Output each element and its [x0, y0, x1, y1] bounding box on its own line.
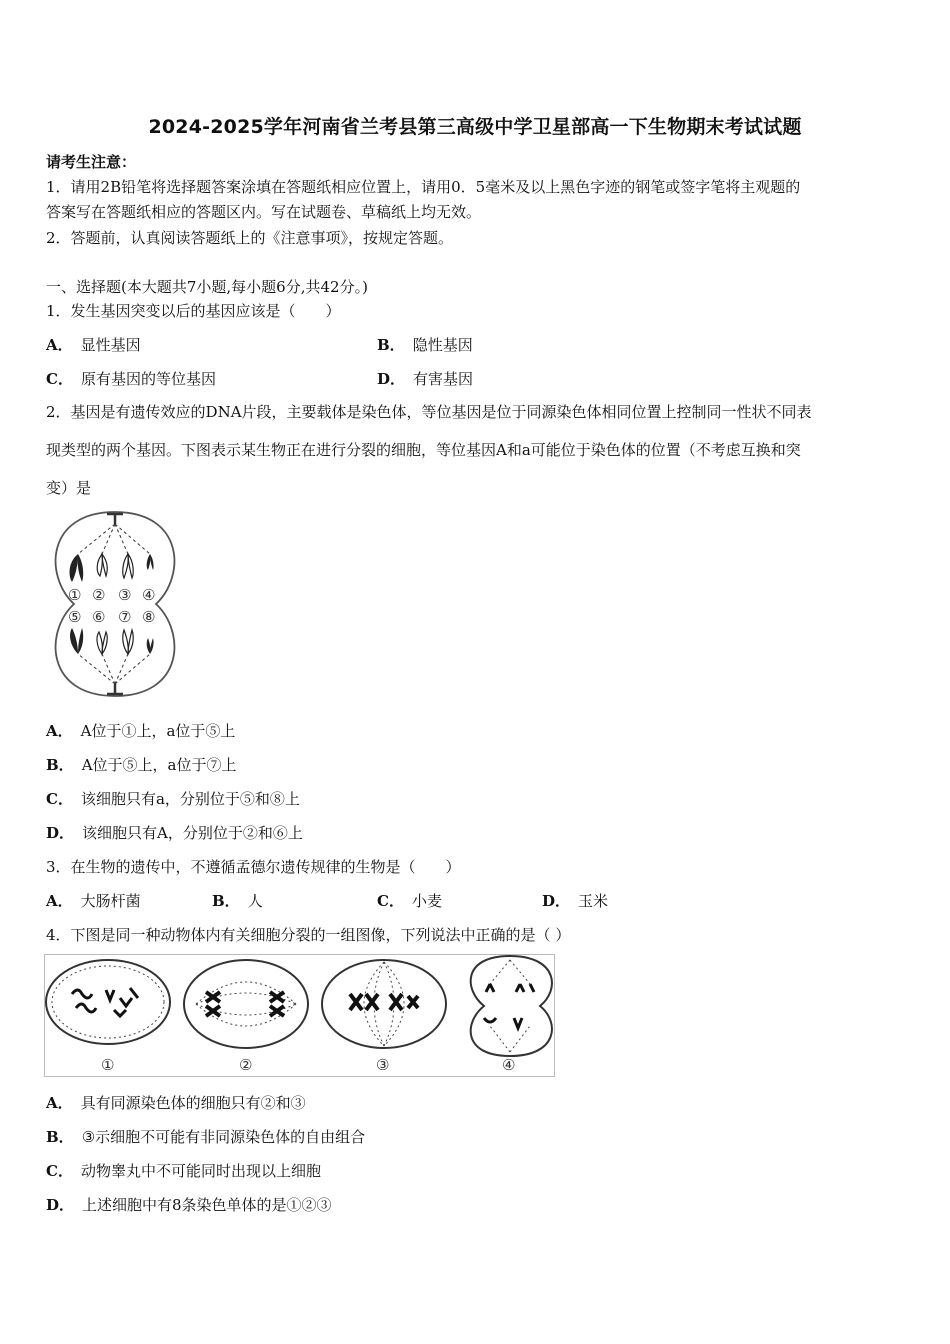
q2-stem-line3: 变）是 [46, 479, 92, 497]
fig-label-2: ② [92, 586, 106, 604]
fig-label-1: ① [68, 586, 82, 604]
q4-option-b: B． ③示细胞不可能有非同源染色体的自由组合 [46, 1128, 366, 1146]
notice-heading: 请考生注意： [46, 153, 137, 171]
q4-fig-label-3: ③ [376, 1056, 390, 1074]
q4-option-c: C． 动物睾丸中不可能同时出现以上细胞 [46, 1162, 321, 1180]
cell-2 [184, 960, 308, 1048]
q1-option-d: D． 有害基因 [377, 370, 474, 388]
q2-option-c: C． 该细胞只有a，分别位于⑤和⑧上 [46, 790, 300, 808]
q4-fig-label-2: ② [239, 1056, 253, 1074]
q4-fig-label-1: ① [101, 1056, 115, 1074]
q2-option-b: B． A位于⑤上，a位于⑦上 [46, 756, 237, 774]
notice-item1-line2: 答案写在答题纸相应的答题区内。写在试题卷、草稿纸上均无效。 [46, 203, 482, 221]
q2-stem-line1: 2．基因是有遗传效应的DNA片段，主要载体是染色体，等位基因是位于同源染色体相同位置上控制同一性状不同表 [46, 403, 812, 421]
q3-option-a: A． 大肠杆菌 [46, 892, 141, 910]
q4-option-d: D． 上述细胞中有8条染色单体的是①②③ [46, 1196, 332, 1214]
notice-item1-line1: 1．请用2B铅笔将选择题答案涂填在答题纸相应位置上，请用0．5毫米及以上黑色字迹的钢笔或签字笔将主观题的 [46, 178, 801, 196]
page-title: 2024-2025学年河南省兰考县第三高级中学卫星部高一下生物期末考试试题 [148, 116, 802, 138]
q1-option-a: A． 显性基因 [46, 336, 141, 354]
fig-label-3: ③ [118, 586, 132, 604]
q4-option-a: A． 具有同源染色体的细胞只有②和③ [46, 1094, 306, 1112]
cell-division-series-figure [44, 954, 556, 1078]
q2-option-a: A． A位于①上，a位于⑤上 [46, 722, 236, 740]
q3-stem: 3．在生物的遗传中，不遵循孟德尔遗传规律的生物是（ ） [46, 858, 461, 876]
q1-option-c: C． 原有基因的等位基因 [46, 370, 216, 388]
q4-fig-label-4: ④ [502, 1056, 516, 1074]
fig-label-8: ⑧ [142, 608, 156, 626]
cell-4 [471, 956, 552, 1056]
q4-stem: 4．下图是同一种动物体内有关细胞分裂的一组图像，下列说法中正确的是（ ） [46, 926, 571, 944]
q2-option-d: D． 该细胞只有A，分别位于②和⑥上 [46, 824, 303, 842]
q1-option-b: B． 隐性基因 [377, 336, 473, 354]
fig-label-6: ⑥ [92, 608, 106, 626]
q1-stem: 1．发生基因突变以后的基因应该是（ ） [46, 302, 341, 320]
cell-division-figure [44, 506, 186, 702]
q3-option-b: B． 人 [212, 892, 263, 910]
q2-stem-line2: 现类型的两个基因。下图表示某生物正在进行分裂的细胞，等位基因A和a可能位于染色体的位置（不考虑互换和突 [46, 441, 801, 459]
q3-option-d: D． 玉米 [542, 892, 609, 910]
fig-label-7: ⑦ [118, 608, 132, 626]
notice-item2: 2．答题前，认真阅读答题纸上的《注意事项》，按规定答题。 [46, 229, 454, 247]
cell-3 [322, 960, 446, 1048]
section-heading: 一、选择题(本大题共7小题,每小题6分,共42分。) [46, 278, 368, 296]
fig-label-5: ⑤ [68, 608, 82, 626]
q3-option-c: C． 小麦 [377, 892, 442, 910]
cell-1 [46, 960, 170, 1044]
fig-label-4: ④ [142, 586, 156, 604]
